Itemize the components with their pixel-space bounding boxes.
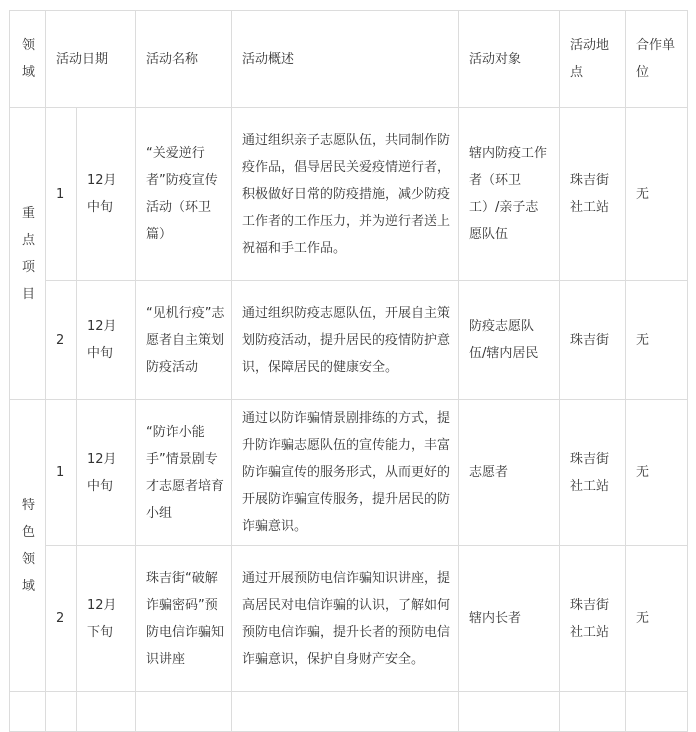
place-cell: 珠吉街社工站 xyxy=(560,400,626,546)
name-cell: “防诈小能手”情景剧专才志愿者培育小组 xyxy=(136,400,232,546)
header-desc: 活动概述 xyxy=(232,11,459,108)
desc-cell: 通过组织亲子志愿队伍，共同制作防疫作品，倡导居民关爱疫情逆行者，积极做好日常的防疫措施，减少防疫工作者的工作压力，并为逆行者送上祝福和手工作品。 xyxy=(232,108,459,281)
empty-cell xyxy=(10,692,46,732)
place-cell: 珠吉街社工站 xyxy=(560,108,626,281)
name-cell: “关爱逆行者”防疫宣传活动（环卫篇） xyxy=(136,108,232,281)
partner-cell: 无 xyxy=(626,400,688,546)
place-cell: 珠吉街社工站 xyxy=(560,546,626,692)
target-cell: 志愿者 xyxy=(459,400,560,546)
header-partner: 合作单位 xyxy=(626,11,688,108)
empty-cell xyxy=(77,692,136,732)
name-cell: 珠吉街“破解诈骗密码”预防电信诈骗知识讲座 xyxy=(136,546,232,692)
desc-cell: 通过开展预防电信诈骗知识讲座，提高居民对电信诈骗的认识，了解如何预防电信诈骗，提升长者的预防电信诈骗意识，保护自身财产安全。 xyxy=(232,546,459,692)
date-cell: 12月中旬 xyxy=(77,400,136,546)
table-row xyxy=(10,546,688,692)
empty-cell xyxy=(136,692,232,732)
target-cell: 辖内防疫工作者（环卫工）/亲子志愿队伍 xyxy=(459,108,560,281)
activity-table xyxy=(9,10,688,732)
row-number: 1 xyxy=(46,108,77,281)
header-date: 活动日期 xyxy=(46,11,136,108)
header-row xyxy=(10,11,688,108)
name-cell: “见机行疫”志愿者自主策划防疫活动 xyxy=(136,281,232,400)
empty-cell xyxy=(232,692,459,732)
date-cell: 12月中旬 xyxy=(77,281,136,400)
desc-cell: 通过以防诈骗情景剧排练的方式，提升防诈骗志愿队伍的宣传能力，丰富防诈骗宣传的服务形式，从而更好的开展防诈骗宣传服务，提升居民的防诈骗意识。 xyxy=(232,400,459,546)
table-row xyxy=(10,281,688,400)
header-name: 活动名称 xyxy=(136,11,232,108)
target-cell: 防疫志愿队伍/辖内居民 xyxy=(459,281,560,400)
empty-cell xyxy=(560,692,626,732)
date-cell: 12月中旬 xyxy=(77,108,136,281)
table-row xyxy=(10,108,688,281)
field-cell: 重点项目 xyxy=(10,108,46,400)
date-cell: 12月下旬 xyxy=(77,546,136,692)
empty-cell xyxy=(46,692,77,732)
partner-cell: 无 xyxy=(626,281,688,400)
place-cell: 珠吉街 xyxy=(560,281,626,400)
row-number: 2 xyxy=(46,281,77,400)
row-number: 2 xyxy=(46,546,77,692)
header-field: 领域 xyxy=(10,11,46,108)
empty-cell xyxy=(459,692,560,732)
table-row-partial xyxy=(10,692,688,732)
table-row xyxy=(10,400,688,546)
partner-cell: 无 xyxy=(626,546,688,692)
header-target: 活动对象 xyxy=(459,11,560,108)
row-number: 1 xyxy=(46,400,77,546)
partner-cell: 无 xyxy=(626,108,688,281)
header-place: 活动地点 xyxy=(560,11,626,108)
desc-cell: 通过组织防疫志愿队伍，开展自主策划防疫活动，提升居民的疫情防护意识，保障居民的健康安全。 xyxy=(232,281,459,400)
target-cell: 辖内长者 xyxy=(459,546,560,692)
field-cell: 特色领域 xyxy=(10,400,46,692)
empty-cell xyxy=(626,692,688,732)
